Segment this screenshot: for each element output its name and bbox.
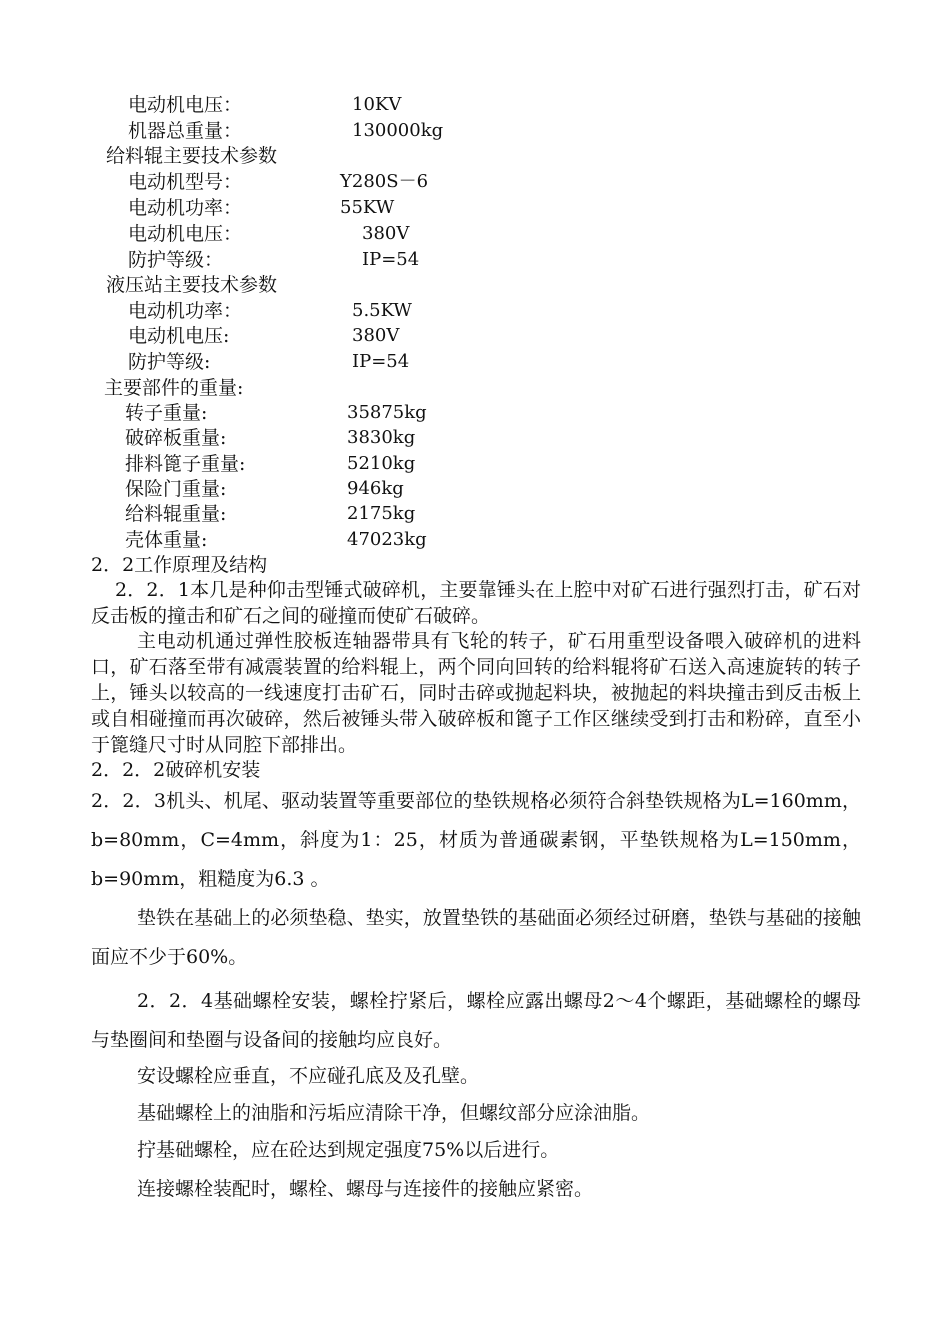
spec-label: 电动机电压：: [128, 223, 243, 245]
spec-value: 2175kg: [347, 503, 416, 524]
paragraph-structure: 主电动机通过弹性胶板连轴器带具有飞轮的转子，矿石用重型设备喂入破碎机的进料口，矿石落至带有减震装置的给料辊上，两个同向回转的给料辊将矿石送入高速旋转的转子上，锤头以较高的一线速度打击矿石，同时击碎或抛起料块，被抛起的料块撞击到反击板上或自相碰撞而再次破碎，然后被锤头带入破碎板和篦子工作区继续受到打击和粉碎，直至小于篦缝尺寸时从同腔下部排出。: [91, 630, 861, 756]
spec-value: 47023kg: [347, 529, 427, 550]
paragraph-shim-spec: 2．2．3机头、机尾、驱动装置等重要部位的垫铁规格必须符合斜垫铁规格为L=160mm，b=80mm，C=4mm，斜度为1：25，材质为普通碳素钢，平垫铁规格为L=150mm，b=90mm，粗糙度为6.3 。: [91, 790, 861, 890]
spec-value: IP=54: [362, 249, 420, 270]
weights-heading: 主要部件的重量:: [104, 377, 244, 399]
spec-value: 5.5KW: [352, 300, 412, 321]
spec-label: 转子重量:: [125, 402, 208, 424]
section-heading: 2．2工作原理及结构: [91, 554, 268, 576]
hydraulic-heading: 液压站主要技术参数: [106, 274, 278, 296]
paragraph-bolt-install: 2．2．4基础螺栓安装，螺栓拧紧后，螺栓应露出螺母2～4个螺距，基础螺栓的螺母与垫圈间和垫圈与设备间的接触均应良好。: [91, 990, 861, 1051]
spec-label: 给料辊重量:: [125, 503, 227, 525]
spec-label: 排料篦子重量:: [125, 453, 246, 475]
spec-value: 3830kg: [347, 427, 416, 448]
paragraph-bolt-clean: 基础螺栓上的油脂和污垢应清除干净，但螺纹部分应涂油脂。: [137, 1102, 651, 1124]
spec-label: 破碎板重量:: [125, 427, 227, 449]
spec-value: 130000kg: [352, 120, 444, 141]
spec-label: 保险门重量:: [125, 478, 227, 500]
spec-value: 5210kg: [347, 453, 416, 474]
feeder-heading: 给料辊主要技术参数: [106, 145, 278, 167]
spec-value: 35875kg: [347, 402, 427, 423]
spec-value: IP=54: [352, 351, 410, 372]
paragraph-bolt-vertical: 安设螺栓应垂直，不应碰孔底及及孔壁。: [137, 1065, 480, 1087]
spec-label: 防护等级:: [128, 351, 211, 373]
spec-value: 10KV: [352, 94, 402, 115]
spec-value: Y280S－6: [340, 171, 429, 192]
spec-value: 55KW: [340, 197, 395, 218]
spec-label: 电动机功率：: [128, 197, 243, 219]
spec-label: 电动机功率：: [128, 300, 243, 322]
paragraph-bolt-assembly: 连接螺栓装配时，螺栓、螺母与连接件的接触应紧密。: [137, 1178, 594, 1200]
spec-label: 机器总重量：: [128, 120, 243, 142]
spec-value: 946kg: [347, 478, 404, 499]
paragraph-shim-contact: 垫铁在基础上的必须垫稳、垫实，放置垫铁的基础面必须经过研磨，垫铁与基础的接触面应不少于60%。: [91, 907, 861, 968]
spec-value: 380V: [352, 325, 400, 346]
install-heading: 2．2．2破碎机安装: [91, 759, 261, 781]
spec-label: 电动机电压:: [128, 325, 230, 347]
paragraph-bolt-tighten: 拧基础螺栓，应在砼达到规定强度75%以后进行。: [137, 1139, 560, 1161]
spec-label: 电动机型号：: [128, 171, 243, 193]
paragraph-principle: 2．2．1本几是种仰击型锤式破碎机，主要靠锤头在上腔中对矿石进行强烈打击，矿石对反击板的撞击和矿石之间的碰撞而使矿石破碎。: [91, 579, 861, 627]
spec-label: 防护等级：: [128, 249, 224, 271]
spec-label: 壳体重量:: [125, 529, 208, 551]
spec-value: 380V: [362, 223, 410, 244]
spec-label: 电动机电压：: [128, 94, 243, 116]
